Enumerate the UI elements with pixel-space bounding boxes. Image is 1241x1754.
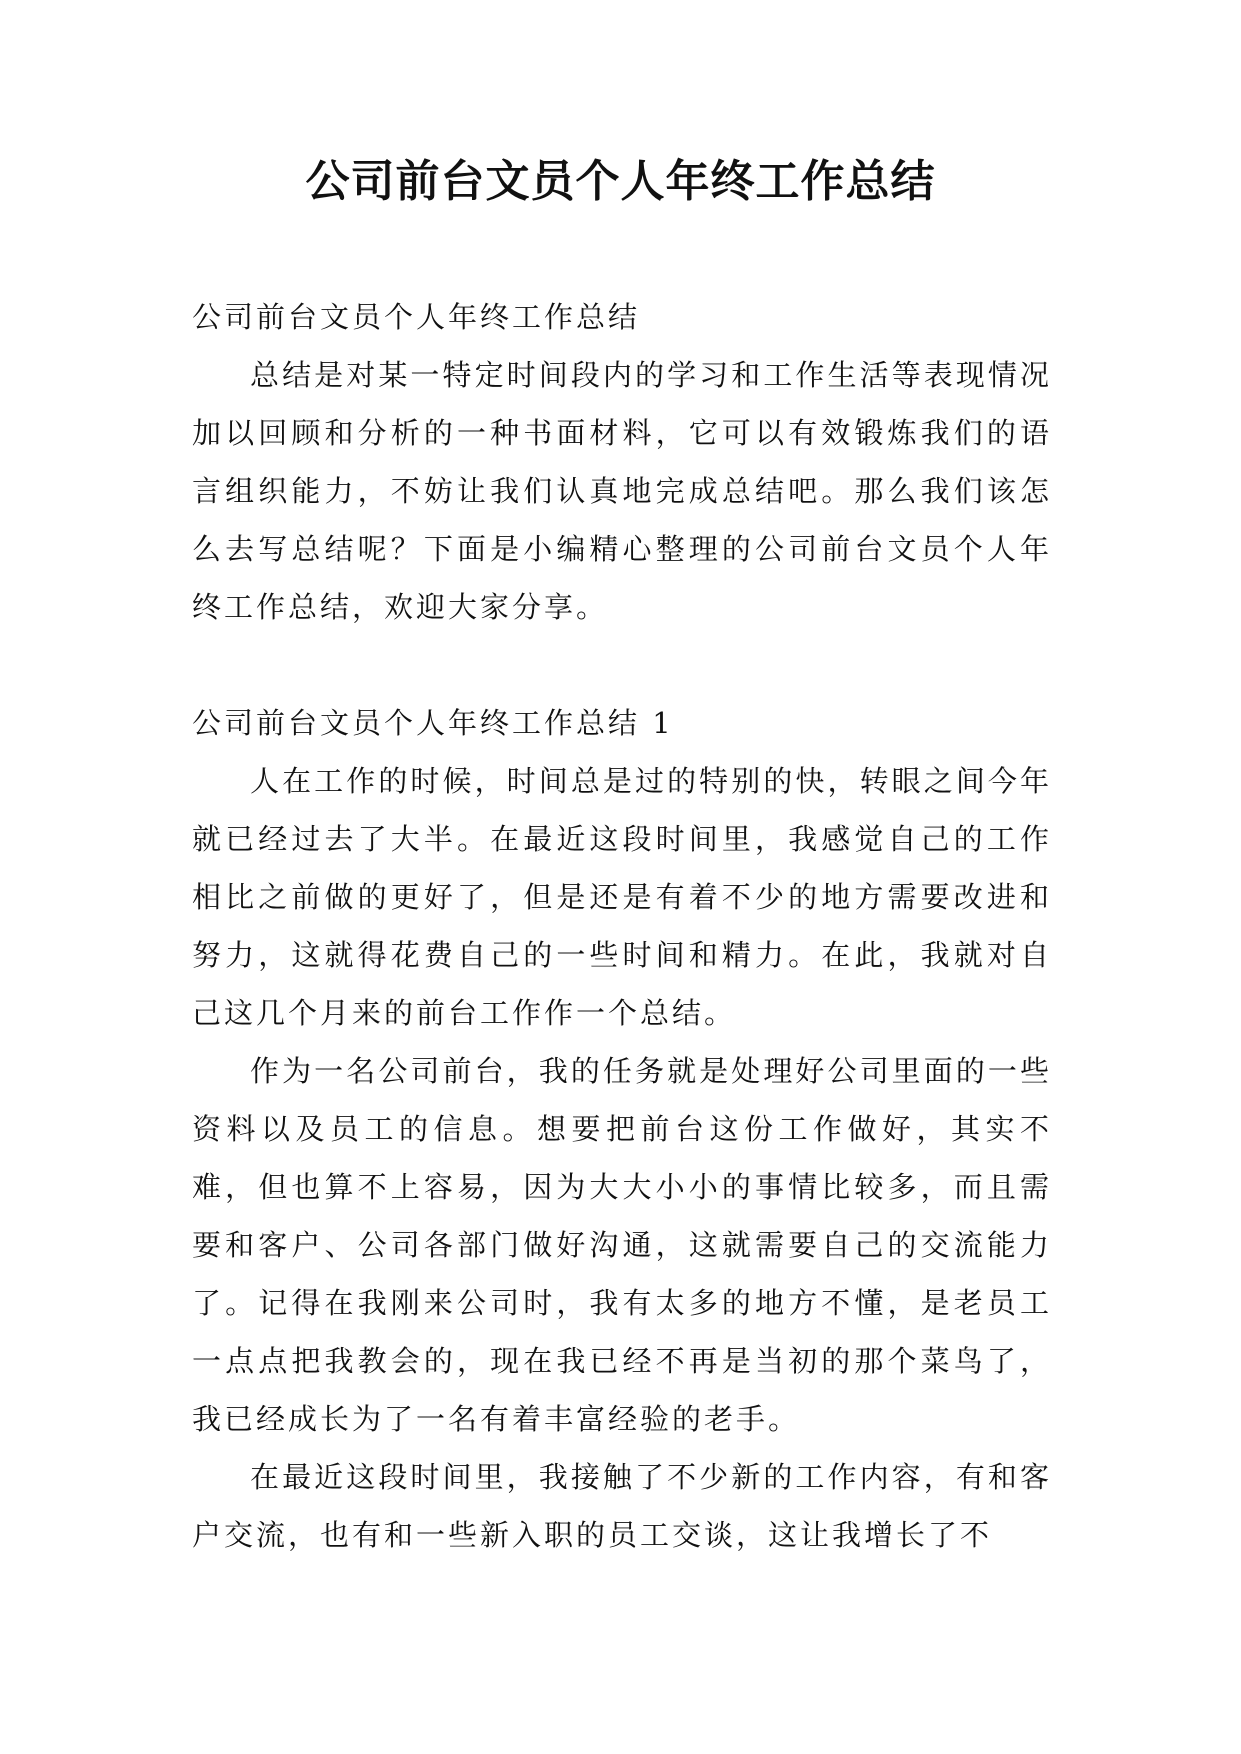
intro-heading: 公司前台文员个人年终工作总结 — [192, 300, 641, 334]
intro-paragraph: 总结是对某一特定时间段内的学习和工作生活等表现情况加以回顾和分析的一种书面材料，它可以有效锻炼我们的语言组织能力，不妨让我们认真地完成总结吧。那么我们该怎么去写总结呢？下面是小编精心整理的公司前台文员个人年终工作总结，欢迎大家分享。 — [192, 358, 1052, 624]
section-1-paragraph-2: 作为一名公司前台，我的任务就是处理好公司里面的一些资料以及员工的信息。想要把前台这份工作做好，其实不难，但也算不上容易，因为大大小小的事情比较多，而且需要和客户、公司各部门做好沟通，这就需要自己的交流能力了。记得在我刚来公司时，我有太多的地方不懂，是老员工一点点把我教会的，现在我已经不再是当初的那个菜鸟了，我已经成长为了一名有着丰富经验的老手。 — [192, 1054, 1052, 1436]
document-title: 公司前台文员个人年终工作总结 — [305, 156, 936, 207]
section-1-paragraph-3: 在最近这段时间里，我接触了不少新的工作内容，有和客户交流，也有和一些新入职的员工交谈，这让我增长了不 — [192, 1460, 1052, 1552]
section-1-paragraph-1: 人在工作的时候，时间总是过的特别的快，转眼之间今年就已经过去了大半。在最近这段时间里，我感觉自己的工作相比之前做的更好了，但是还是有着不少的地方需要改进和努力，这就得花费自己的一些时间和精力。在此，我就对自己这几个月来的前台工作作一个总结。 — [192, 764, 1052, 1030]
section-spacer — [192, 636, 1052, 694]
document-body — [192, 288, 1052, 1564]
section-1-heading: 公司前台文员个人年终工作总结 1 — [192, 706, 674, 740]
